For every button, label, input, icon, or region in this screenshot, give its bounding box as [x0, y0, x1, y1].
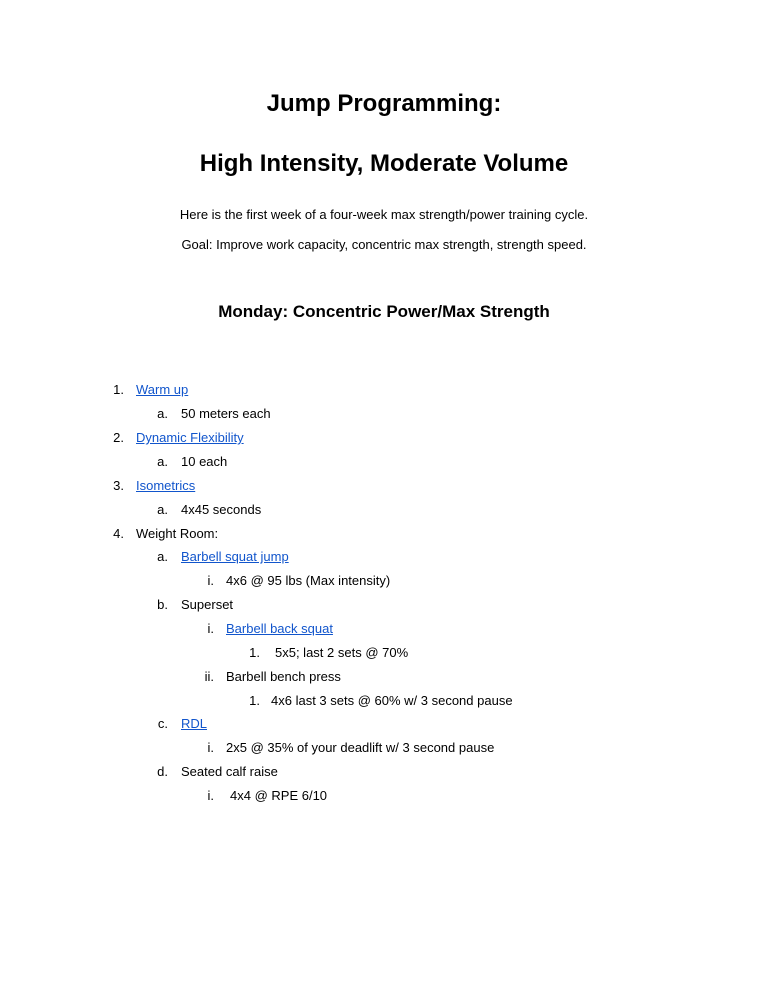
back-squat-detail: 5x5; last 2 sets @ 70%: [275, 645, 409, 660]
list-marker: 1.: [249, 693, 260, 708]
list-marker: c.: [157, 716, 168, 731]
list-marker: 1.: [249, 645, 260, 660]
calf-raise-detail: 4x4 @ RPE 6/10: [230, 788, 328, 803]
rdl-detail: 2x5 @ 35% of your deadlift w/ 3 second pause: [226, 740, 495, 755]
section-heading: Monday: Concentric Power/Max Strength: [218, 302, 550, 321]
list-marker: d.: [157, 764, 168, 779]
rdl-link[interactable]: RDL: [181, 716, 208, 731]
intro-paragraph: Here is the first week of a four-week max strength/power training cycle.: [179, 207, 589, 222]
title-line-1: Jump Programming:: [266, 90, 502, 117]
list-marker: a.: [157, 454, 168, 469]
list-marker: b.: [157, 597, 168, 612]
goal-paragraph: Goal: Improve work capacity, concentric max strength, strength speed.: [181, 237, 587, 252]
list-marker: i.: [207, 788, 214, 803]
bench-press-label: Barbell bench press: [226, 669, 341, 684]
superset-label: Superset: [181, 597, 234, 612]
calf-raise-label: Seated calf raise: [181, 764, 278, 779]
bench-press-detail: 4x6 last 3 sets @ 60% w/ 3 second pause: [271, 693, 513, 708]
list-marker: i.: [207, 573, 214, 588]
barbell-back-squat-link[interactable]: Barbell back squat: [226, 621, 333, 636]
list-marker: 3.: [113, 478, 124, 493]
list-marker: i.: [207, 740, 214, 755]
squat-jump-detail: 4x6 @ 95 lbs (Max intensity): [226, 573, 391, 588]
warm-up-link[interactable]: Warm up: [136, 382, 189, 397]
dynamic-flexibility-detail: 10 each: [181, 454, 228, 469]
isometrics-link[interactable]: Isometrics: [136, 478, 196, 493]
list-marker: i.: [207, 621, 214, 636]
dynamic-flexibility-link[interactable]: Dynamic Flexibility: [136, 430, 244, 445]
list-marker: 1.: [113, 382, 124, 397]
isometrics-detail: 4x45 seconds: [181, 502, 262, 517]
barbell-squat-jump-link[interactable]: Barbell squat jump: [181, 549, 289, 564]
title-line-2: High Intensity, Moderate Volume: [199, 150, 569, 177]
list-marker: 4.: [113, 526, 124, 541]
list-marker: ii.: [204, 669, 214, 684]
list-marker: a.: [157, 406, 168, 421]
list-marker: 2.: [113, 430, 124, 445]
warm-up-detail: 50 meters each: [181, 406, 271, 421]
list-marker: a.: [157, 549, 168, 564]
weight-room-label: Weight Room:: [136, 526, 219, 541]
list-marker: a.: [157, 502, 168, 517]
